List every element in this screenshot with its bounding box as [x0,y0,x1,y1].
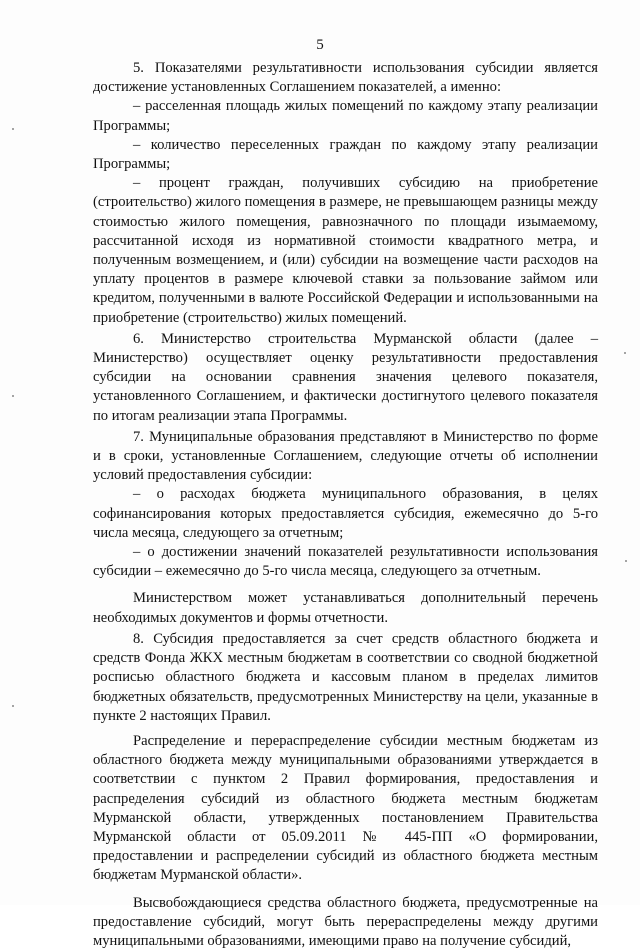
scan-speck [12,395,14,397]
bullet-citizens-percent: – процент граждан, получивших субсидию на приобретение (строительство) жилого помещения в размере, не превышающем разницы между стоимостью жилого помещения, равнозначного по площади изымаемому, рассчитанной исходя из нормативной стоимости квадратного метра, и полученным возмещением, и (или) субсидии на возмещение части расходов на уплату процентов в размере ключевой ставки за пользование займом или кредитом, полученными в валюте Российской Федерации и использованными на приобретение (строительство) жилых помещений. [93,175,598,326]
paragraph-released-funds: Высвобождающиеся средства областного бюджета, предусмотренные на предоставление субсидий, могут быть перераспределены между другими муниципальными образованиями, имеющими право на получение субсидий, [93,894,598,949]
scan-speck [625,560,627,562]
scan-speck [12,705,14,707]
bullet-resettled-area: – расселенная площадь жилых помещений по каждому этапу реализации Программы; [93,98,598,134]
paragraph-distribution: Распределение и перераспределение субсидии местным бюджетам из областного бюджета между муниципальными образованиями утверждается в соответствии с пунктом 2 Правил формирования, предоставления и распределения субсидий из областного бюджета местным бюджетам Мурманской области, утвержденных постановлением Правительства Мурманской области от 05.09.2011 № 445-ПП «О формировании, предоставлении и распределении субсидий из областного бюджета местным бюджетам Мурманской области». [93,732,598,884]
paragraph-additional-documents: Министерством может устанавливаться дополнительный перечень необходимых документов и формы отчетности. [93,590,598,626]
paragraph-item-8: 8. Субсидия предоставляется за счет средств областного бюджета и средств Фонда ЖКХ местным бюджетам в соответствии со сводной бюджетной росписью областного бюджета и кассовым планом в пределах лимитов бюджетных обязательств, предусмотренных Министерству на цели, указанные в пункте 2 настоящих Правил. [93,630,598,724]
bullet-budget-expenses: – о расходах бюджета муниципального образования, в целях софинансирования которых предоставляется субсидия, ежемесячно до 5-го числа месяца, следующего за отчетным; [93,486,598,541]
paragraph-item-5: 5. Показателями результативности использования субсидии является достижение установленных Соглашением показателей, а именно: [93,60,598,96]
paragraph-item-7: 7. Муниципальные образования представляют в Министерство по форме и в сроки, установленные Соглашением, следующие отчеты об исполнении условий предоставления субсидии: [93,428,598,484]
page-number: 5 [316,37,324,53]
paragraph-item-6: 6. Министерство строительства Мурманской области (далее – Министерство) осуществляет оценку результативности предоставления субсидии на основании сравнения значения целевого показателя, установленного Соглашением, и фактически достигнутого целевого показателя по итогам реализации этапа Программы. [93,330,598,424]
bullet-indicator-values: – о достижении значений показателей результативности использования субсидии – ежемесячно до 5-го числа месяца, следующего за отчетным. [93,544,598,580]
scan-speck [624,352,626,354]
scan-speck [12,128,14,130]
document-body [93,59,598,951]
bullet-resettled-citizens: – количество переселенных граждан по каждому этапу реализации Программы; [93,136,598,173]
